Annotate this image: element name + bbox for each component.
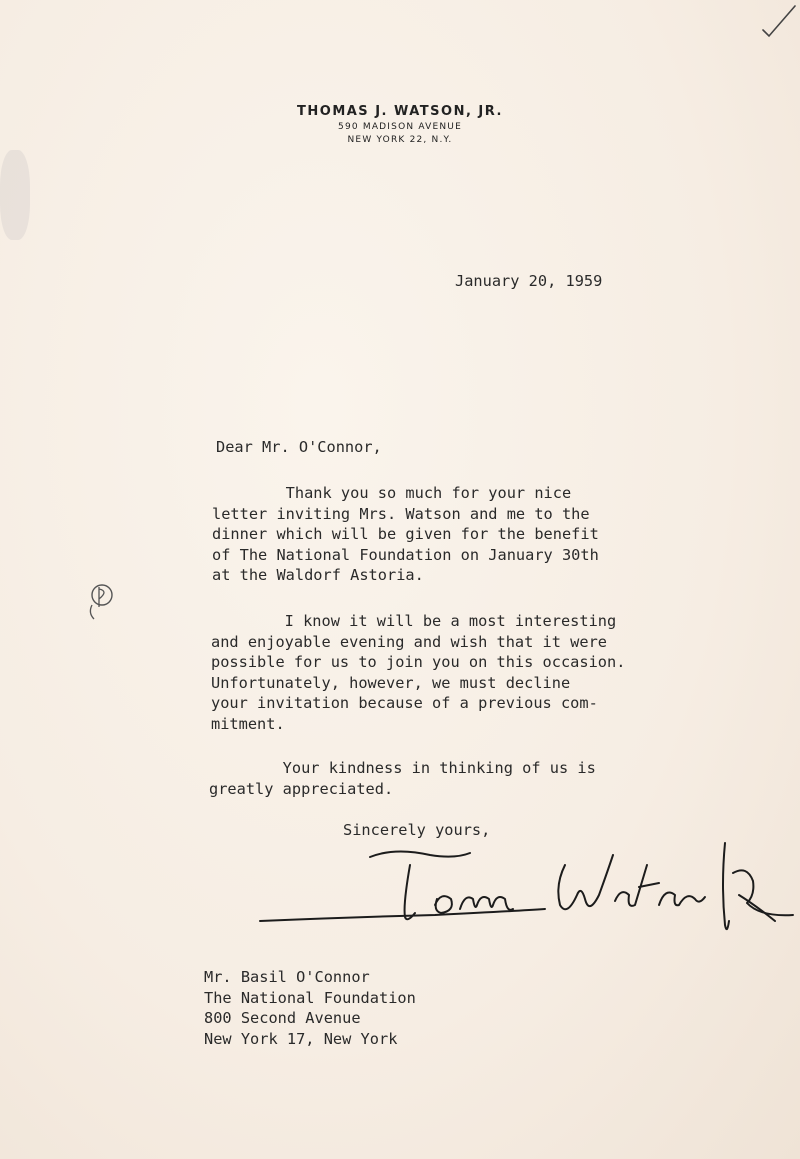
letterhead-name: THOMAS J. WATSON, JR. xyxy=(297,104,503,119)
recipient-address: Mr. Basil O'Connor The National Foundation 800 Second Avenue New York 17, New York xyxy=(204,968,416,1048)
body-paragraph: I know it will be a most interesting and enjoyable evening and wish that it were possible for us to join you on this occasion. Unfortunately, however, we must decline your invitation because of a previous com- mitment. xyxy=(211,612,626,733)
body-paragraph: Thank you so much for your nice letter inviting Mrs. Watson and me to the dinner which will be given for the benefit of The National Foundation on January 30th at the Waldorf Astoria. xyxy=(212,484,599,584)
letterhead-city: NEW YORK 22, N.Y. xyxy=(347,135,453,145)
paper-stain xyxy=(0,150,30,240)
letter-date: January 20, 1959 xyxy=(455,272,603,290)
margin-mark-icon xyxy=(82,575,122,635)
letterhead xyxy=(250,104,550,145)
closing: Sincerely yours, xyxy=(343,821,491,839)
signature xyxy=(255,825,800,945)
check-mark-icon xyxy=(755,0,800,40)
salutation: Dear Mr. O'Connor, xyxy=(216,438,382,456)
body-paragraph: Your kindness in thinking of us is greatly appreciated. xyxy=(209,759,596,798)
letterhead-street: 590 MADISON AVENUE xyxy=(338,122,462,132)
